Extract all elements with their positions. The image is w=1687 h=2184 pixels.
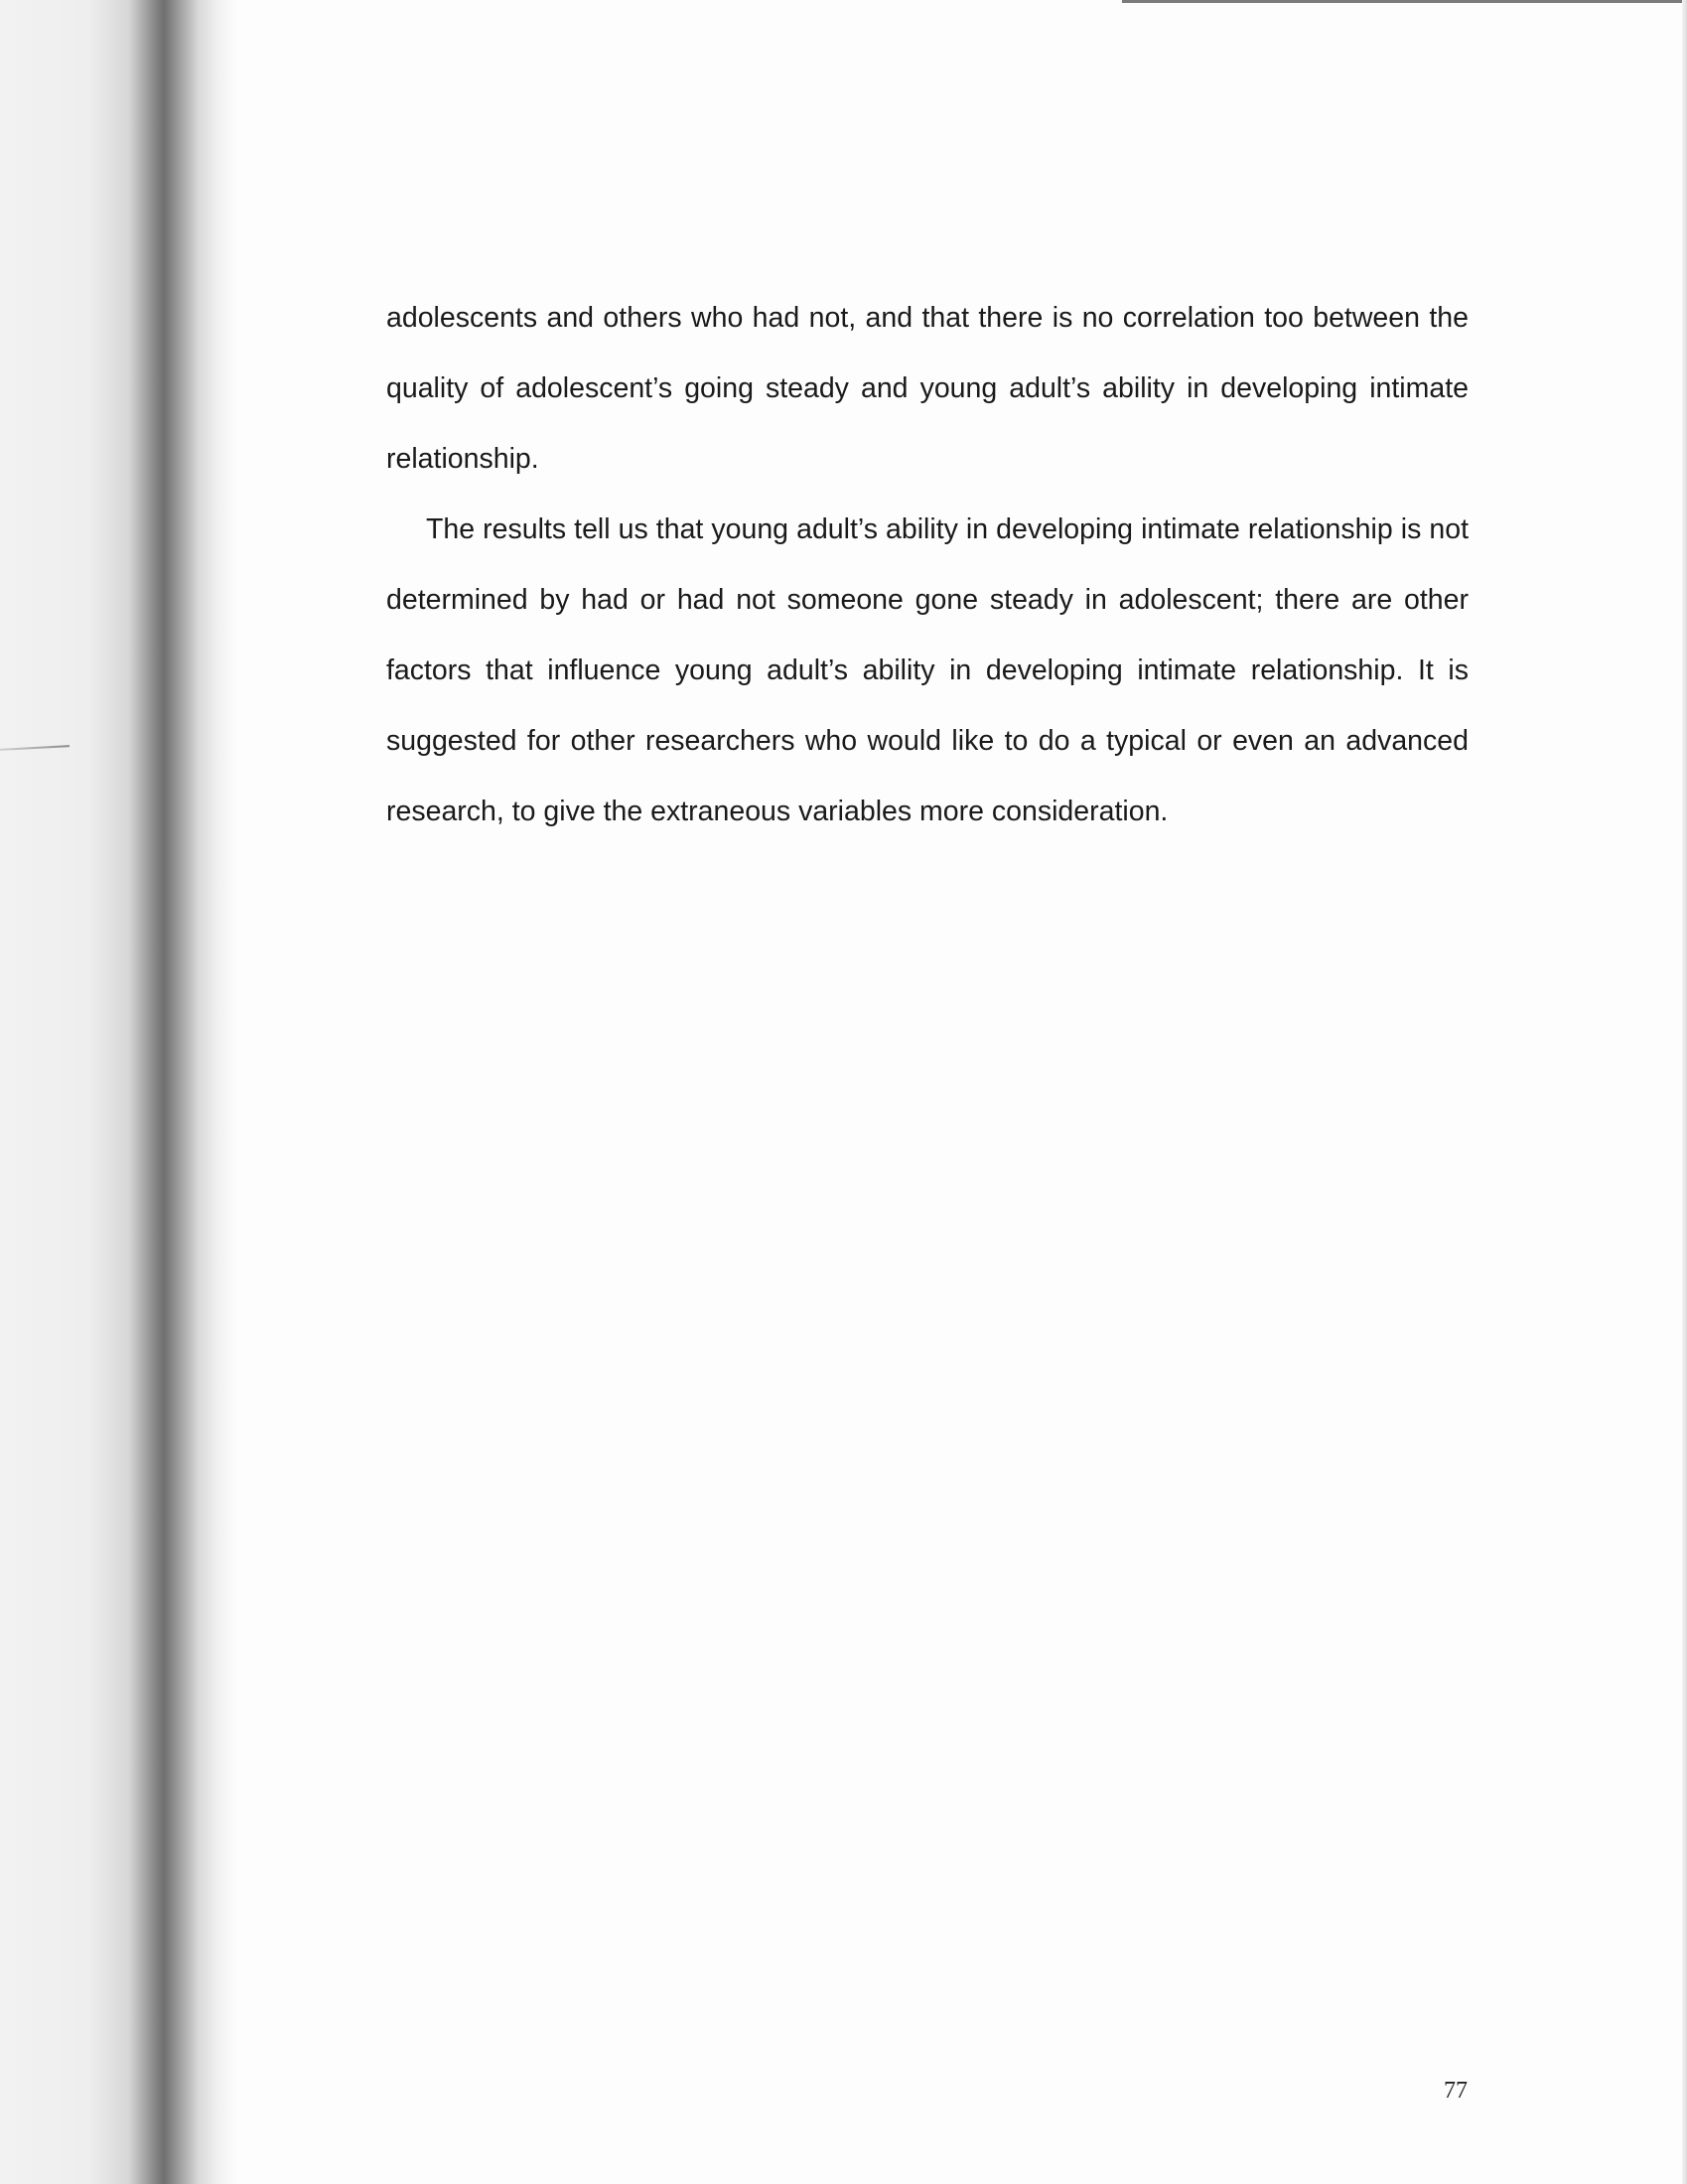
page-number: 77 [1444,2078,1468,2104]
page-right-edge [1682,0,1687,2184]
page-top-edge [1122,0,1687,3]
body-text [386,283,1469,847]
paragraph-results: The results tell us that young adult’s ability in developing intimate relationship is not determined by had or had not someone gone steady in adolescent; there are other factors that influence young adult’s ability in developing intimate relationship. It is suggested for other researchers who would like to do a typical or even an advanced research, to give the extraneous variables more consideration. [386,513,1469,827]
paragraph-continuation: adolescents and others who had not, and that there is no correlation too between the quality of adolescent’s going steady and young adult’s ability in developing intimate relationship. [386,302,1469,475]
book-gutter-shadow [0,0,238,2184]
